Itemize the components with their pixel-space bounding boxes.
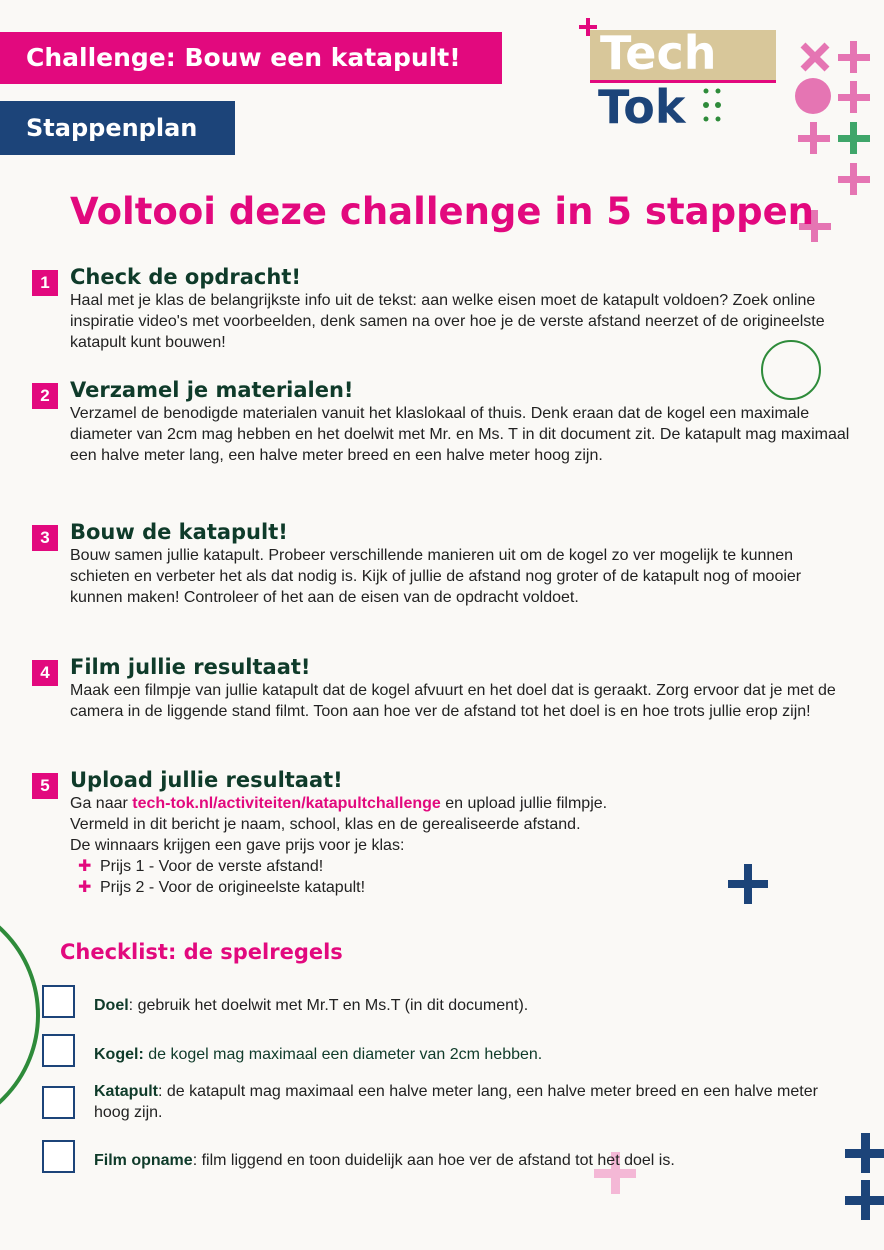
checklist-title: Checklist: de spelregels	[60, 940, 343, 964]
step-title: Upload jullie resultaat!	[70, 768, 343, 792]
page-title: Voltooi deze challenge in 5 stappen	[70, 190, 815, 233]
logo-tech-text: Tech	[600, 26, 717, 80]
step-1	[40, 264, 850, 353]
plus-icon	[838, 122, 870, 154]
checkbox[interactable]	[42, 1034, 75, 1067]
step-text: Bouw samen jullie katapult. Probeer verschillende manieren uit om de kogel zo ver mogelijk te kunnen schieten en verbeter het als dat nodig is. Kijk of jullie de afstand nog groter of de katapult nog of mooier kunnen maken! Controleer of het aan de eisen van de opdracht voldoet.	[70, 547, 802, 606]
checklist-label: Kogel:	[94, 1046, 144, 1063]
arc-icon	[0, 897, 38, 1133]
step-2	[40, 377, 850, 466]
prize-list	[70, 856, 850, 898]
prize-text: Prijs 1 - Voor de verste afstand!	[100, 858, 324, 875]
step-title: Check de opdracht!	[70, 265, 301, 289]
step-number: 3	[32, 525, 58, 551]
checklist-desc: : film liggend en toon duidelijk aan hoe ver de afstand tot het doel is.	[192, 1152, 675, 1169]
step-4	[40, 654, 850, 722]
plus-icon	[838, 81, 870, 113]
step-text-3: De winnaars krijgen een gave prijs voor je klas:	[70, 837, 405, 854]
circle-icon	[795, 78, 831, 114]
step-text: Maak een filmpje van jullie katapult dat de kogel afvuurt en het doel dat is geraakt. Zorg ervoor dat je met de camera in de liggende stand filmt. Toon aan hoe ver de afstand tot het doel is en hoe trots jullie erop zijn!	[70, 682, 836, 720]
logo-dots-icon	[703, 89, 721, 122]
cross-icon	[803, 45, 827, 69]
checklist-text	[94, 1081, 839, 1123]
checklist-label: Katapult	[94, 1083, 158, 1100]
logo-tok-text: Tok	[598, 80, 686, 134]
plus-icon	[845, 1133, 884, 1173]
checkbox[interactable]	[42, 1140, 75, 1173]
logo-tech-block	[590, 26, 776, 80]
step-text-after: en upload jullie filmpje.	[440, 795, 608, 812]
plus-icon	[838, 163, 870, 195]
step-text: Haal met je klas de belangrijkste info uit de tekst: aan welke eisen moet de katapult voldoen? Zoek online inspiratie video's met voorbeelden, denk samen na over hoe je de verste afstand neerzet of de origineelste katapult kunt bouwen!	[70, 292, 825, 351]
checklist-desc: : gebruik het doelwit met Mr.T en Ms.T (in dit document).	[128, 997, 529, 1014]
checkbox[interactable]	[42, 985, 75, 1018]
challenge-banner: Challenge: Bouw een katapult!	[0, 32, 502, 84]
step-title: Verzamel je materialen!	[70, 378, 354, 402]
checkbox[interactable]	[42, 1086, 75, 1119]
step-number: 4	[32, 660, 58, 686]
checklist-text	[94, 1150, 839, 1171]
step-text-2: Vermeld in dit bericht je naam, school, klas en de gerealiseerde afstand.	[70, 816, 581, 833]
plus-icon	[845, 1180, 884, 1220]
step-title: Bouw de katapult!	[70, 520, 288, 544]
step-text	[70, 793, 850, 814]
step-number: 1	[32, 270, 58, 296]
step-3	[40, 519, 850, 608]
plus-icon: ✚	[78, 879, 92, 896]
step-text: Verzamel de benodigde materialen vanuit het klaslokaal of thuis. Denk eraan dat de kogel een maximale diameter van 2cm mag hebben en het doelwit met Mr. en Ms. T in dit document zit. De katapult mag maximaal een halve meter lang, een halve meter breed en een halve meter hoog zijn.	[70, 405, 850, 464]
checklist-desc: : de katapult mag maximaal een halve meter lang, een halve meter breed en een halve meter hoog zijn.	[94, 1083, 818, 1121]
plus-icon	[838, 41, 870, 73]
step-number: 2	[32, 383, 58, 409]
list-item	[78, 877, 850, 898]
prize-text: Prijs 2 - Voor de origineelste katapult!	[100, 879, 366, 896]
checklist-text	[94, 995, 839, 1016]
checklist-desc: de kogel mag maximaal een diameter van 2cm hebben.	[143, 1046, 543, 1063]
step-number: 5	[32, 773, 58, 799]
checklist-text	[94, 1044, 839, 1065]
step-5	[40, 767, 850, 898]
checklist-label: Doel	[94, 997, 129, 1014]
step-title: Film jullie resultaat!	[70, 655, 311, 679]
plan-banner: Stappenplan	[0, 101, 235, 155]
plus-icon	[798, 122, 830, 154]
list-item	[78, 856, 850, 877]
step-text-before: Ga naar	[70, 795, 133, 812]
checklist-label: Film opname	[94, 1152, 193, 1169]
plus-icon: ✚	[78, 858, 92, 875]
upload-link[interactable]: tech-tok.nl/activiteiten/katapultchallenge	[132, 795, 441, 812]
